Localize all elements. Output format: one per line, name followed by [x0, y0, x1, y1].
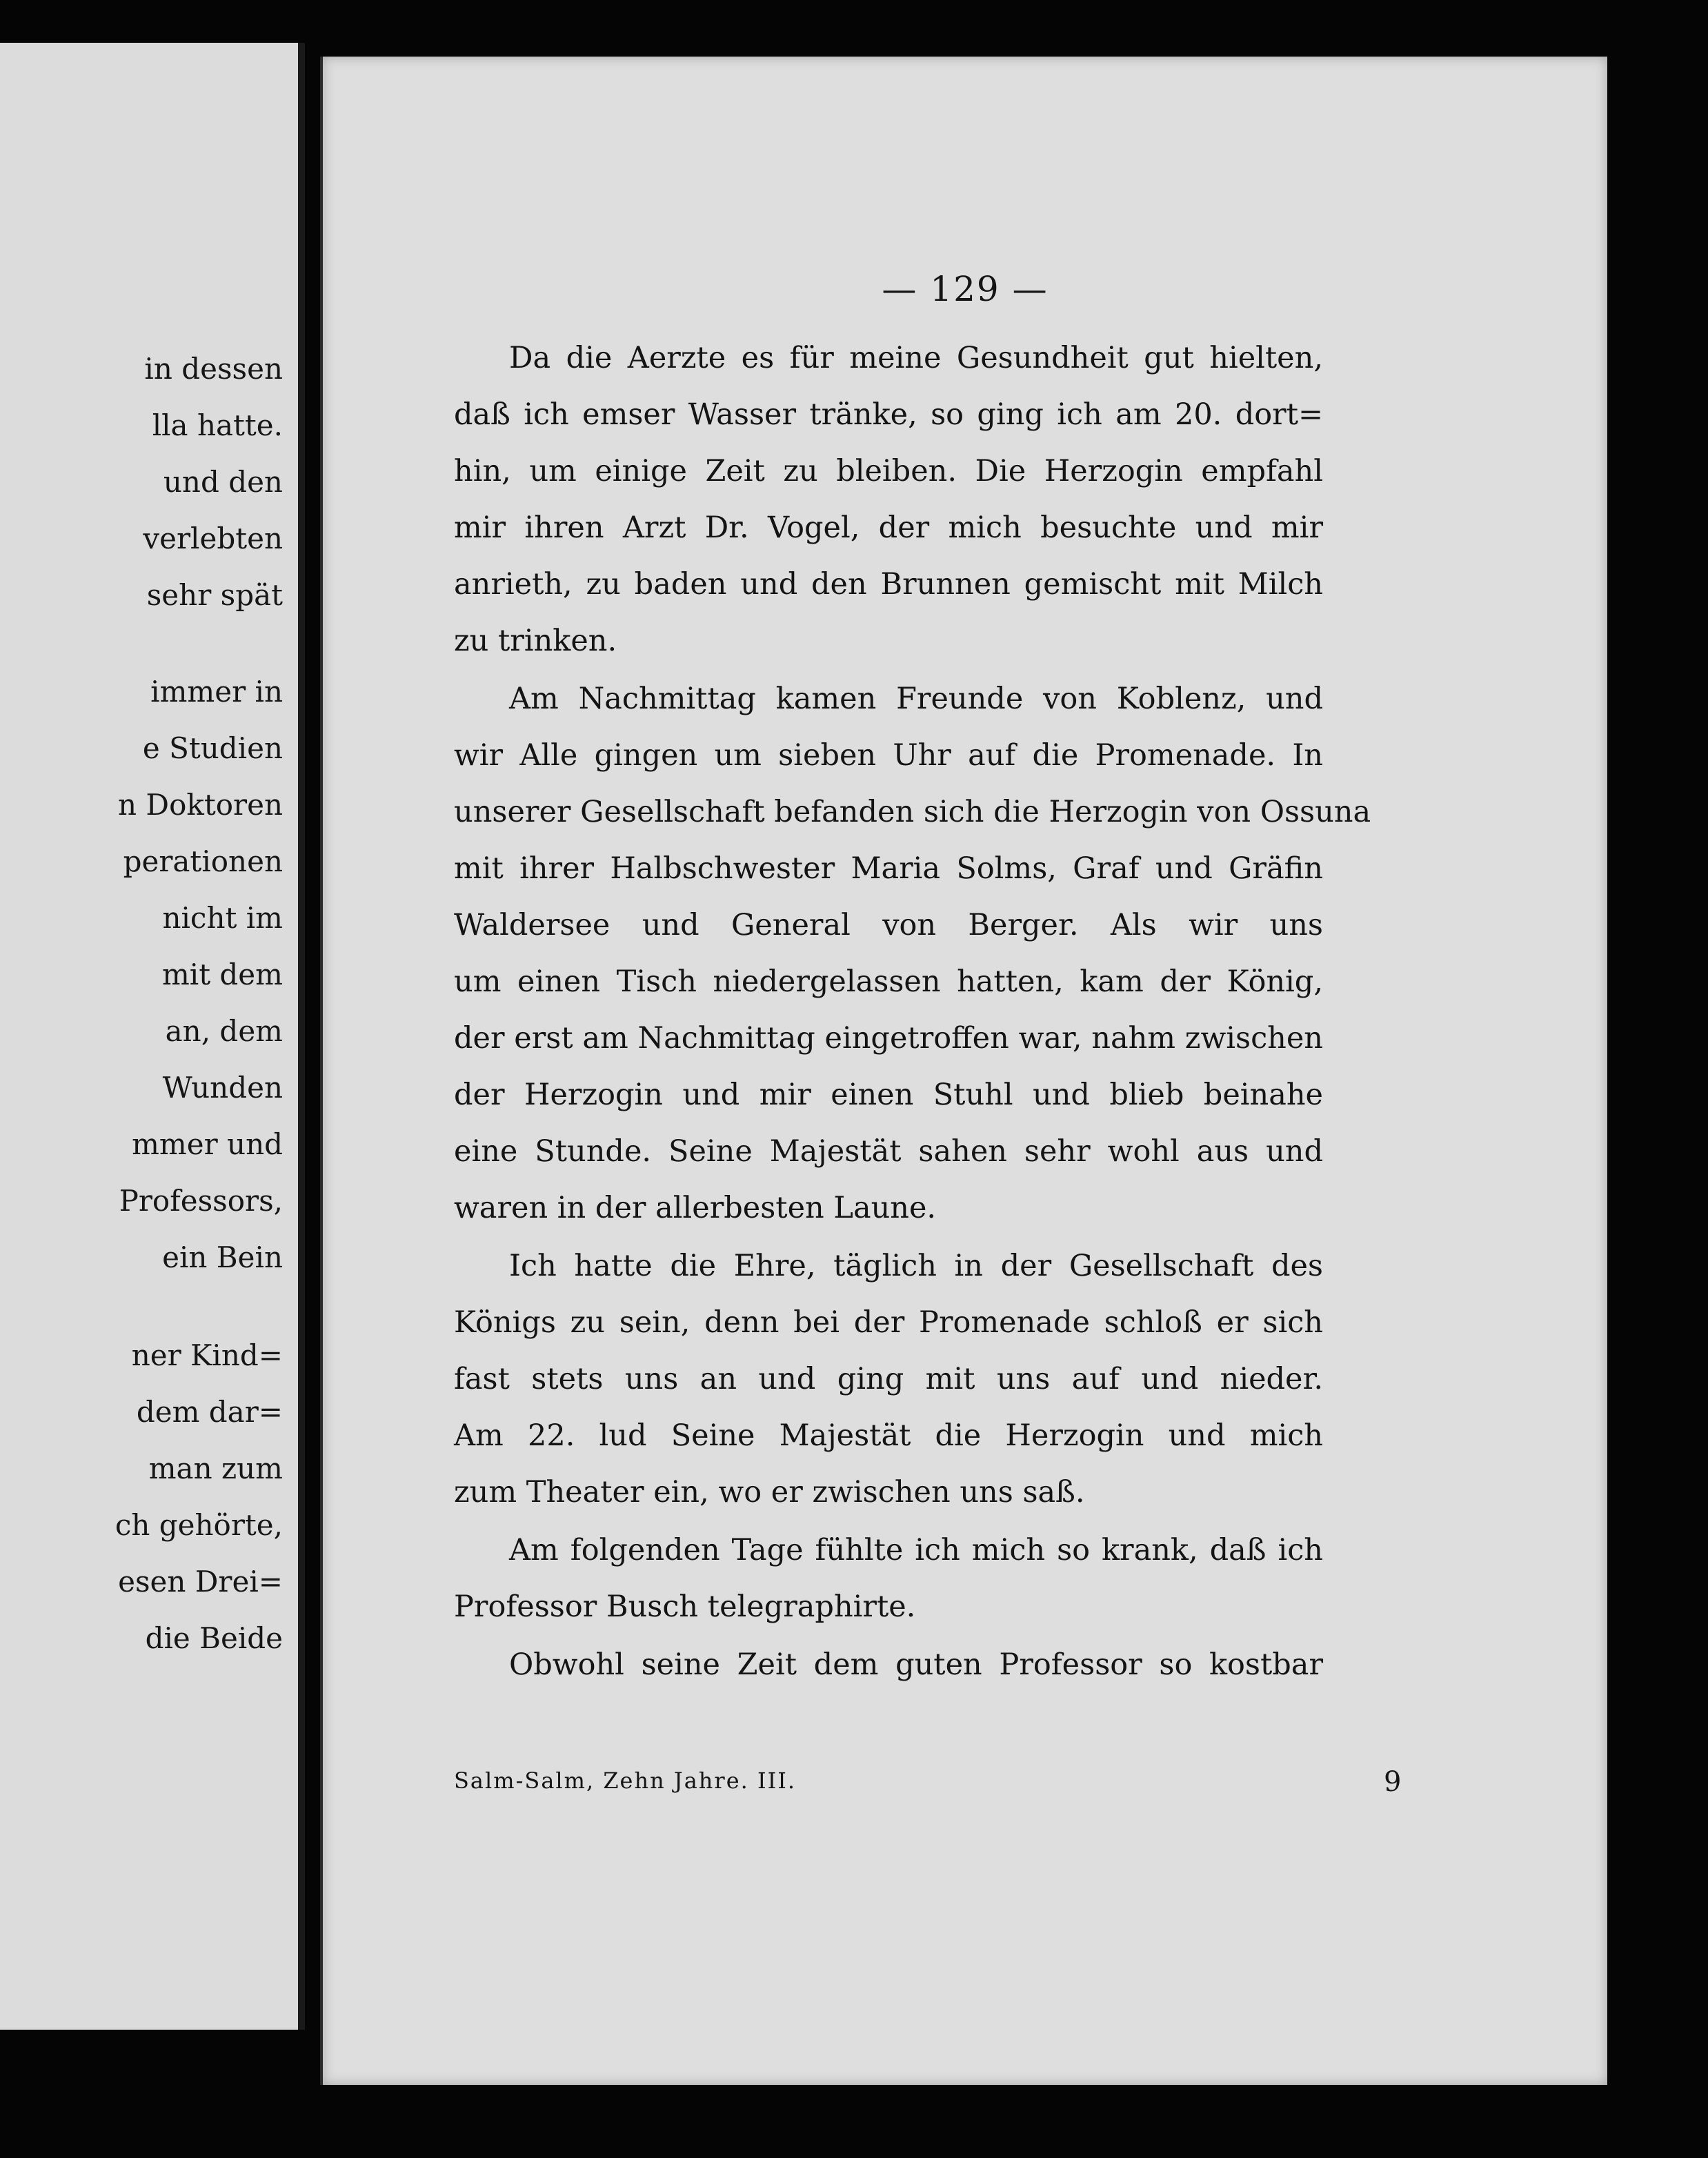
body-line: wir Alle gingen um sieben Uhr auf die Promenade. In — [454, 738, 1323, 773]
body-line: mit ihrer Halbschwester Maria Solms, Graf und Gräfin — [454, 851, 1323, 886]
body-line: daß ich emser Wasser tränke, so ging ich am 20. dort= — [454, 397, 1323, 432]
left-page-line: ner Kind= — [131, 1338, 283, 1372]
left-page-line: immer in — [150, 675, 283, 709]
body-line: waren in der allerbesten Laune. — [454, 1191, 937, 1225]
left-page-line: perationen — [123, 844, 283, 878]
body-line: Am 22. lud Seine Majestät die Herzogin und mich — [454, 1418, 1323, 1453]
body-line: Königs zu sein, denn bei der Promenade schloß er sich — [454, 1305, 1323, 1340]
body-line: eine Stunde. Seine Majestät sahen sehr wohl aus und — [454, 1134, 1323, 1169]
body-line: der erst am Nachmittag eingetroffen war, nahm zwischen — [454, 1021, 1323, 1056]
left-page-line: Professors, — [119, 1184, 283, 1218]
body-line: Da die Aerzte es für meine Gesundheit gut hielten, — [509, 341, 1323, 375]
footer-title: Salm-Salm, Zehn Jahre. III. — [454, 1768, 797, 1794]
left-page-line: dem dar= — [136, 1395, 283, 1429]
left-page-line: verlebten — [143, 522, 283, 555]
body-line: Ich hatte die Ehre, täglich in der Gesellschaft des — [509, 1249, 1323, 1283]
body-line: hin, um einige Zeit zu bleiben. Die Herzogin empfahl — [454, 454, 1323, 488]
left-page-line: mit dem — [161, 958, 283, 991]
left-page — [0, 43, 305, 2030]
left-page-line: an, dem — [165, 1014, 283, 1048]
left-page-line: sehr spät — [146, 578, 283, 612]
body-line: anrieth, zu baden und den Brunnen gemischt mit Milch — [454, 567, 1323, 602]
body-line: Am folgenden Tage fühlte ich mich so krank, daß ich — [509, 1533, 1323, 1567]
body-line: zum Theater ein, wo er zwischen uns saß. — [454, 1475, 1085, 1509]
body-line: Professor Busch telegraphirte. — [454, 1590, 916, 1624]
page-number-header: — 129 — — [882, 269, 1049, 309]
right-page — [320, 57, 1607, 2085]
left-page-line: ein Bein — [162, 1240, 283, 1274]
left-page-line: und den — [163, 465, 283, 499]
left-page-line: ch gehörte, — [115, 1508, 283, 1542]
body-line: fast stets uns an und ging mit uns auf und nieder. — [454, 1362, 1323, 1396]
body-line: Waldersee und General von Berger. Als wir uns — [454, 908, 1323, 942]
left-page-line: die Beide — [145, 1621, 283, 1655]
left-page-line: Wunden — [162, 1071, 283, 1105]
left-page-line: esen Drei= — [118, 1565, 283, 1598]
body-line: mir ihren Arzt Dr. Vogel, der mich besuchte und mir — [454, 511, 1323, 545]
body-line: Obwohl seine Zeit dem guten Professor so kostbar — [509, 1647, 1323, 1682]
left-page-line: lla hatte. — [152, 408, 283, 442]
left-page-line: n Doktoren — [118, 788, 283, 822]
body-line: der Herzogin und mir einen Stuhl und blieb beinahe — [454, 1078, 1323, 1112]
left-page-line: in dessen — [144, 352, 283, 386]
signature-mark: 9 — [1384, 1766, 1402, 1798]
body-line: zu trinken. — [454, 624, 617, 658]
body-line: um einen Tisch niedergelassen hatten, kam der König, — [454, 964, 1323, 999]
body-line: Am Nachmittag kamen Freunde von Koblenz, und — [509, 682, 1323, 716]
left-page-line: e Studien — [142, 731, 283, 765]
body-line: unserer Gesellschaft befanden sich die Herzogin von Ossuna — [454, 795, 1371, 829]
left-page-line: mmer und — [132, 1127, 283, 1161]
left-page-line: nicht im — [162, 901, 283, 935]
left-page-line: man zum — [148, 1452, 283, 1485]
